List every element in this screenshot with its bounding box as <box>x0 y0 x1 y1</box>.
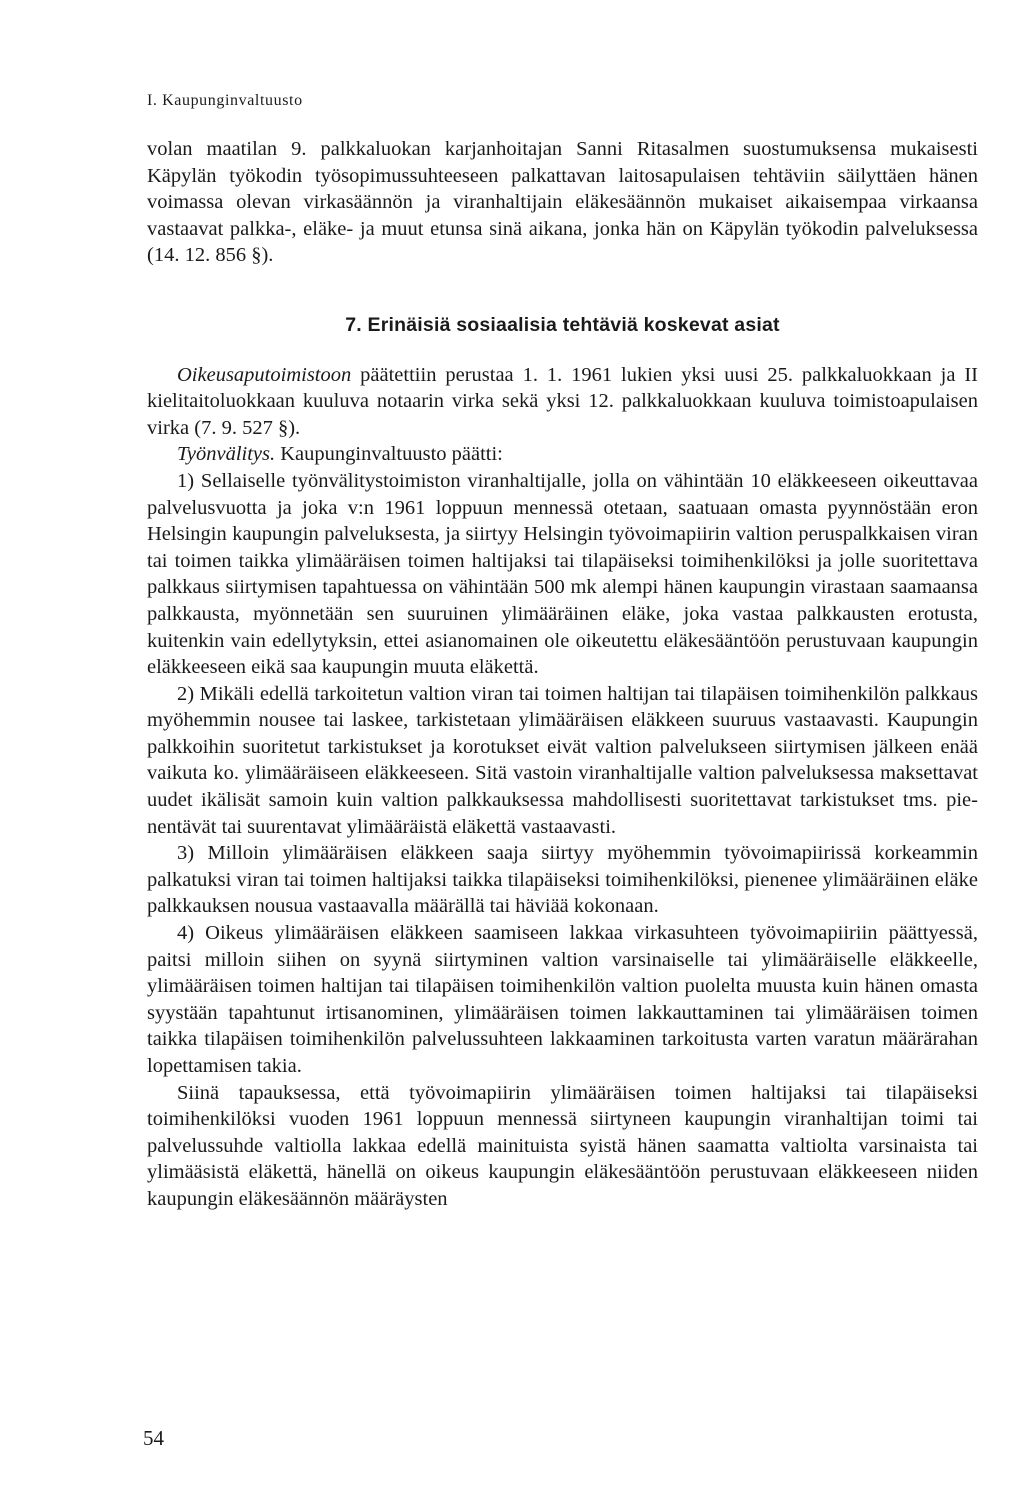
running-head: I. Kaupunginvaltuusto <box>147 92 303 109</box>
paragraph-title-tyonvalitys: Työnvälitys. <box>177 443 276 466</box>
paragraph-closing: Siinä tapauksessa, että työvoimapiirin ylimääräisen toimen haltijaksi tai tilapäiseksi toimihenkilöksi vuoden 1961 loppuun mennessä siirtyneen kaupungin viranhaltijan toimi tai palvelussuhde valtiolla lakkaa edellä mainituista syistä hänen saamatta valtiolta varsinaista tai ylimääsistä eläkettä, hänellä on oikeus kaupungin eläkesääntöön perustuvaan eläkkeeseen niiden kaupungin eläkesäännön määräysten <box>147 1081 978 1210</box>
paragraph-tyonvalitys <box>147 441 978 468</box>
paragraph-oikeusaputoimisto <box>147 362 978 442</box>
paragraph-item-4: 4) Oikeus ylimääräisen eläkkeen saamiseen lakkaa virkasuhteen työvoimapiiriin päättyessä, paitsi milloin siihen on syynä siirtyminen valtion varsinaiselle tai ylimääräiselle eläkkeelle, ylimääräisen toimen haltijan tai tilapäisen toimihenkilön valtion puolelta muusta kuin hänen omasta syystään tapahtunut irtisanominen, ylimääräisen toimen lakkauttaminen tai ylimääräisen toimen taikka tilapäisen toimihenkilön palvelussuhteen lakkaaminen tarkoitusta varten varatun määrärahan lopettamisen takia. <box>147 922 978 1077</box>
paragraph-text-tyonvalitys: Kaupunginvaltuusto päätti: <box>275 443 503 466</box>
paragraph-continuation: volan maatilan 9. palkkaluokan karjanhoitajan Sanni Ritasalmen suostumuksensa mukaisesti Käpylän työkodin työsopimussuhteeseen palkattavan laitosapulaisen tehtäviin säilyttäen hänen voimassa olevan virkasäännön ja viranhaltijain eläkesäännön mukaiset aikaisempaa virkaansa vastaavat palkka-, eläke- ja muut etunsa sinä aikana, jonka hän on Käpylän työkodin palveluksessa (14. 12. 856 §). <box>147 138 978 267</box>
page-body <box>147 136 978 1213</box>
paragraph-title-oikeusaputoimisto: Oikeusaputoimistoon <box>177 363 352 386</box>
section-heading: 7. Erinäisiä sosiaalisia tehtäviä koskevat asiat <box>345 313 780 336</box>
paragraph-item-3: 3) Milloin ylimääräisen eläkkeen saaja siirtyy myöhemmin työvoimapiirissä korkeammin palkatuksi viran tai toimen haltijaksi taikka tilapäiseksi toimihenkilöksi, pienenee ylimääräinen eläke palkkauksen nousua vastaavalla määrällä tai häviää kokonaan. <box>147 842 978 918</box>
paragraph-text-oikeusaputoimisto: päätettiin perustaa 1. 1. 1961 lukien yksi uusi 25. palkkaluokkaan ja II kielitaitoluokkaan kuuluva notaarin virka sekä yksi 12. palkkaluokkaan kuuluva toimistoapulaisen virka (7. 9. 527 §). <box>147 363 978 439</box>
page-number: 54 <box>143 1426 164 1450</box>
paragraph-item-1: 1) Sellaiselle työnvälitystoimiston viranhaltijalle, jolla on vähintään 10 eläkkeeseen oikeuttavaa palvelusvuotta ja joka v:n 1961 loppuun mennessä otetaan, saatuaan omasta pyynnöstään eron Helsingin kaupungin palveluksesta, ja siirtyy Helsingin työvoimapiirin valtion peruspalkkaisen viran tai toimen taikka ylimääräisen toimen haltijaksi tai tilapäiseksi toimihenkilöksi ja jolle suoritettava palkkaus siirtymisen tapahtuessa on vähintään 500 mk alempi hänen kaupungin virastaan saamaansa palkkausta, myönnetään sen suuruinen ylimääräinen eläke, joka vastaa palkkausten erotusta, kuitenkin vain edellytyksin, ettei asianomainen ole oikeutettu eläkesääntöön perustuvaan kaupungin eläkkeeseen eikä saa kaupungin muuta eläkettä. <box>147 469 978 679</box>
paragraph-item-2: 2) Mikäli edellä tarkoitetun valtion viran tai toimen haltijan tai tilapäisen toimihenkilön palkkaus myöhemmin nousee tai laskee, tarkistetaan ylimääräisen eläkkeen suuruus vastaavasti. Kaupungin palkkoihin suoritetut tarkistukset ja korotukset eivät valtion palvelukseen siirtymisen jälkeen enää vaikuta ko. ylimääräiseen eläkkeeseen. Sitä vastoin viranhaltijalle valtion palveluksessa maksettavat uudet ikälisät samoin kuin valtion palkkauksessa mahdollisesti suoritettavat tarkistukset tms. pienentävät tai suurentavat ylimääräistä eläkettä vastaavasti. <box>147 682 978 838</box>
